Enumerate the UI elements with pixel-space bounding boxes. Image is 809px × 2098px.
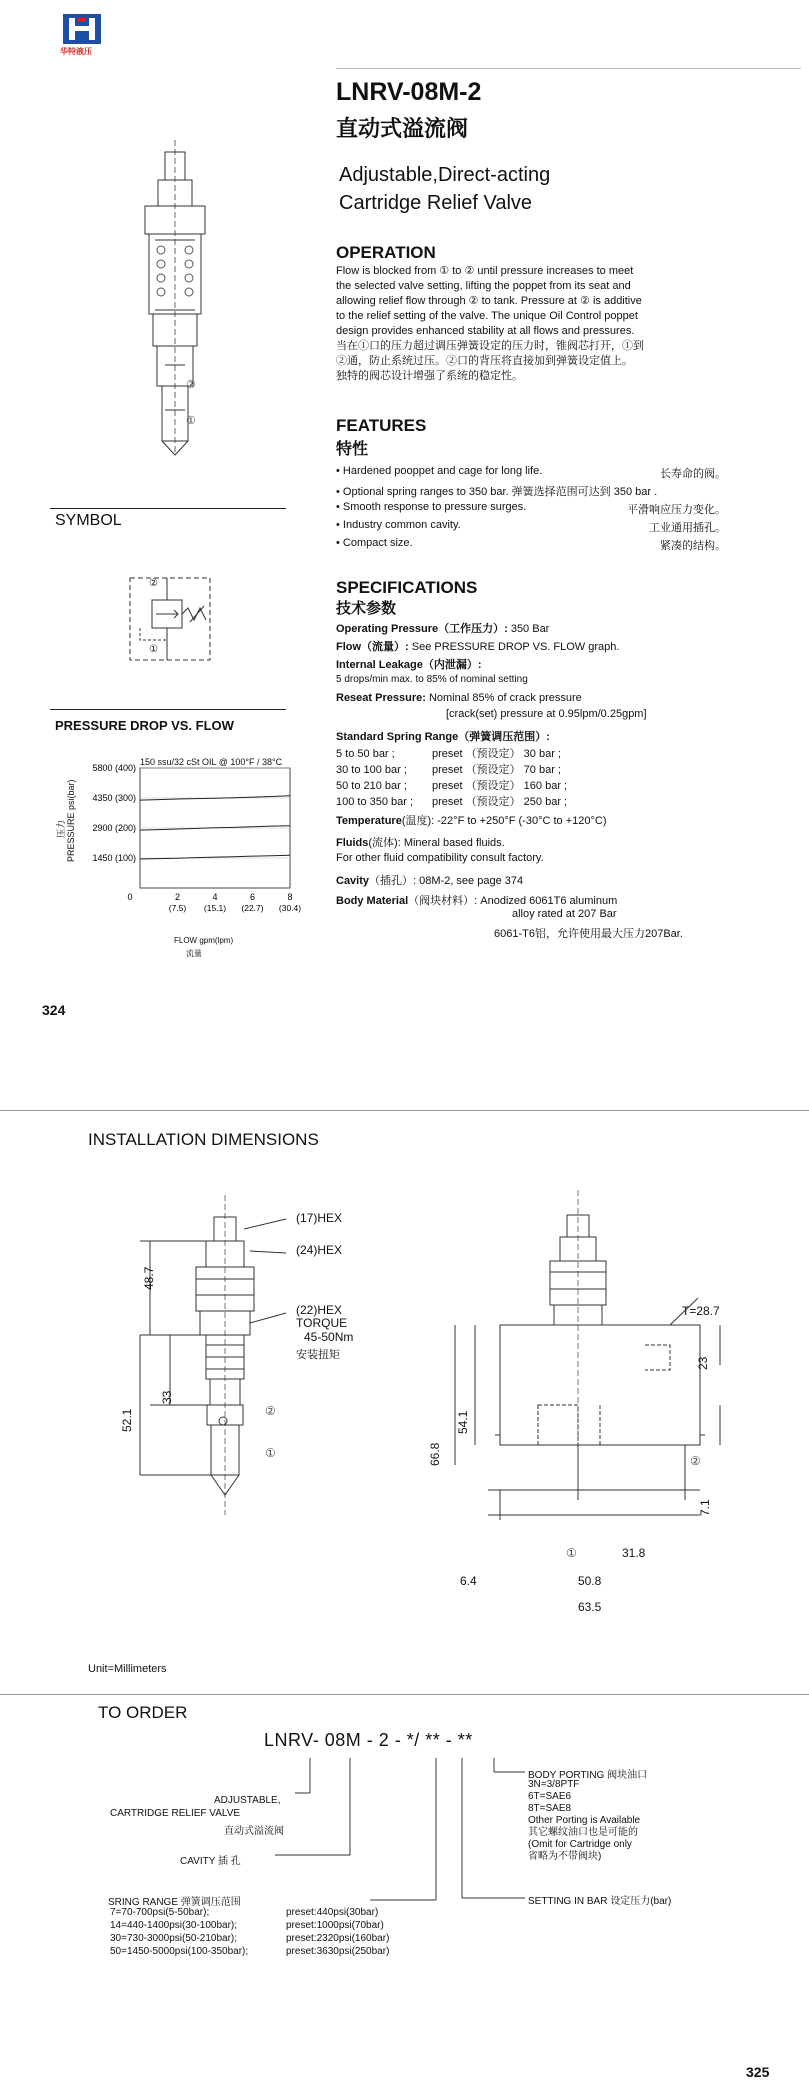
spec-label: Cavity (336, 875, 370, 887)
spring-preset: preset （预设定） 30 bar ; (432, 748, 561, 760)
order-cartridge-relief: CARTRIDGE RELIEF VALVE (110, 1808, 241, 1819)
spring-preset: preset （预设定） 160 bar ; (432, 780, 568, 792)
x-tick-lpm-label: (22.7) (241, 903, 264, 913)
relief-valve-symbol (120, 570, 230, 670)
feature-cn: 紧凑的结构。 (660, 540, 726, 552)
model-title: LNRV-08M-2 (336, 78, 482, 106)
spring-range: 5 to 50 bar ; (336, 748, 395, 760)
dim-hex-24: (24)HEX (296, 1243, 343, 1257)
features-heading: FEATURES (336, 416, 427, 435)
cartridge-cutaway-drawing (125, 140, 255, 460)
feature-en: • Compact size. (336, 537, 413, 549)
spec-value: （插孔）: 08M-2, see page 374 (369, 875, 524, 887)
order-cavity: CAVITY 插 孔 (180, 1856, 241, 1867)
spring-range: 30 to 100 bar ; (336, 764, 407, 776)
install-title: INSTALLATION DIMENSIONS (88, 1130, 319, 1149)
operation-line: 独特的阀芯设计增强了系统的稳定性。 (336, 370, 523, 382)
spec-label: Temperature (336, 815, 402, 827)
spec-leakage (336, 656, 481, 672)
page-separator (0, 1110, 809, 1111)
dim-6-4: 6.4 (460, 1574, 477, 1588)
dim-66-8: 66.8 (428, 1442, 442, 1466)
dim-7-1: 7.1 (698, 1499, 712, 1516)
feature-item (336, 537, 726, 552)
spec-label: Body Material (336, 895, 409, 907)
model-name-en-2: Cartridge Relief Valve (339, 192, 533, 214)
top-rule (336, 68, 801, 69)
order-body-options (528, 1779, 640, 1863)
feature-cn: 长寿命的阀。 (660, 468, 726, 480)
y-tick-label: 2900 (200) (92, 823, 136, 833)
spec-spring-row (336, 777, 567, 793)
spec-value: Nominal 85% of crack pressure (425, 692, 582, 704)
spec-label: Internal Leakage（内泄漏）: (336, 659, 482, 671)
operation-line: the selected valve setting, lifting the poppet from its seat and (336, 280, 631, 292)
spec-leakage-value: 5 drops/min max. to 85% of nominal setting (336, 674, 528, 685)
order-rule (0, 1694, 809, 1695)
y-tick-label: 1450 (100) (92, 853, 136, 863)
x-tick-lpm-label: (7.5) (168, 903, 187, 913)
page-number-325: 325 (746, 2064, 770, 2080)
symbol-title: SYMBOL (55, 512, 122, 529)
spring-preset: preset （预设定） 70 bar ; (432, 764, 561, 776)
dim-hex-22: (22)HEX (296, 1303, 343, 1317)
spec-value: 350 Bar (507, 623, 550, 635)
dim-port-1: ① (265, 1446, 276, 1460)
spec-spring-row (336, 761, 561, 777)
dim-port-1-right: ① (566, 1546, 577, 1560)
spec-fluids (336, 834, 505, 850)
dim-t-28-7: T=28.7 (682, 1304, 720, 1318)
graph-note: 150 ssu/32 cSt OIL @ 100°F / 38°C (140, 757, 283, 767)
symbol-rule (50, 508, 286, 509)
y-tick-label: 5800 (400) (92, 763, 136, 773)
feature-item (336, 483, 726, 499)
spec-label: Operating Pressure（工作压力）: (336, 623, 508, 635)
unit-note: Unit=Millimeters (88, 1663, 167, 1675)
spec-body-2: alloy rated at 207 Bar (512, 908, 617, 920)
spec-label: Flow（流量）: (336, 641, 409, 653)
dim-50-8: 50.8 (578, 1574, 602, 1588)
x-tick-label: 8 (287, 892, 293, 902)
operation-line: Flow is blocked from ① to ② until pressure increases to meet (336, 265, 634, 277)
dim-port-2: ② (265, 1404, 276, 1418)
x-tick-label: 2 (174, 892, 181, 902)
graph-ylabel: PRESSURE psi(bar) (66, 779, 76, 862)
order-setting: SETTING IN BAR 设定压力(bar) (528, 1896, 672, 1907)
symbol-port-1: ① (149, 644, 158, 655)
graph-rule (50, 709, 286, 710)
y-tick-label: 4350 (300) (92, 793, 136, 803)
spec-fluids-2: For other fluid compatibility consult factory. (336, 852, 544, 864)
feature-cn: 工业通用插孔。 (649, 522, 726, 534)
order-body-title: BODY PORTING 阀块油口 (528, 1770, 648, 1781)
body-dimension-drawing (430, 1190, 760, 1610)
order-body-option: 6T=SAE6 (528, 1791, 572, 1802)
order-adjustable: ADJUSTABLE, (214, 1795, 281, 1806)
operation-heading: OPERATION (336, 243, 436, 262)
spec-value: (流体): Mineral based fluids. (368, 837, 505, 849)
x-tick-label: 4 (212, 892, 218, 902)
order-body-option: 3N=3/8PTF (528, 1779, 580, 1790)
cutaway-port-1-label: ① (186, 415, 196, 427)
x-tick-label: 6 (249, 892, 256, 902)
order-spring-title: SRING RANGE 弹簧调压范围 (108, 1897, 241, 1908)
order-spring-preset: preset:1000psi(70bar) (286, 1920, 384, 1931)
dim-torque-value: 45-50Nm (304, 1330, 354, 1344)
specs-heading: SPECIFICATIONS (336, 578, 478, 597)
graph-title: PRESSURE DROP VS. FLOW (55, 718, 234, 733)
model-name-cn: 直动式溢流阀 (336, 116, 469, 141)
operation-line: ②通，防止系统过压。②口的背压将直接加到弹簧设定值上。 (336, 355, 633, 367)
operation-line: design provides enhanced stability at all flows and pressures. (336, 325, 635, 337)
order-spring-option: 7=70-700psi(5-50bar); (110, 1907, 210, 1918)
order-spring-preset: preset:3630psi(250bar) (286, 1946, 390, 1957)
order-body-option: 其它螺纹油口也是可能的 (528, 1827, 638, 1838)
x-tick-label: 0 (127, 892, 133, 902)
spring-preset: preset （预设定） 250 bar ; (432, 796, 568, 808)
order-spring-option: 14=440-1400psi(30-100bar); (110, 1920, 238, 1931)
features-heading-cn: 特性 (336, 441, 369, 458)
operation-line: 当在①口的压力超过调压弹簧设定的压力时，锥阀芯打开，①到 (336, 340, 644, 352)
spec-flow (336, 638, 619, 654)
graph-xlabel-cn: 流量 (186, 949, 202, 958)
dim-33: 33 (160, 1390, 174, 1404)
cutaway-port-2-label: ② (186, 379, 196, 391)
order-spring-option: 30=730-3000psi(50-210bar); (110, 1933, 238, 1944)
feature-en: • Industry common cavity. (336, 519, 461, 531)
spec-label: Reseat Pressure: (336, 692, 426, 704)
spec-op-pressure (336, 620, 549, 636)
spec-body (336, 892, 617, 908)
pressure-flow-chart (70, 763, 310, 913)
spec-body-3: 6061-T6铝，允许使用最大压力207Bar. (494, 928, 683, 940)
spring-range: 50 to 210 bar ; (336, 780, 407, 792)
order-title: TO ORDER (98, 1703, 188, 1722)
spec-reseat-value-2: [crack(set) pressure at 0.95lpm/0.25gpm] (446, 708, 647, 720)
feature-en: • Smooth response to pressure surges. (336, 501, 527, 513)
operation-text (336, 264, 644, 384)
series-line (140, 855, 290, 859)
feature-item (336, 501, 726, 516)
order-spring-left (110, 1906, 248, 1958)
graph-xlabel: FLOW gpm(lpm) (174, 936, 234, 945)
spring-range: 100 to 350 bar ; (336, 796, 414, 808)
symbol-port-2: ② (149, 578, 158, 589)
spec-value: (温度): -22°F to +250°F (-30°C to +120°C) (401, 815, 607, 827)
page-number-324: 324 (42, 1002, 66, 1018)
dim-torque: TORQUE (296, 1316, 348, 1330)
order-code: LNRV- 08M - 2 - */ ** - ** (264, 1730, 473, 1750)
order-spring-preset: preset:440psi(30bar) (286, 1907, 379, 1918)
order-body-option: (Omit for Cartridge only (528, 1839, 632, 1850)
feature-en: • Hardened pooppet and cage for long life. (336, 465, 543, 477)
dim-23: 23 (696, 1356, 710, 1370)
order-body-option: Other Porting is Available (528, 1815, 641, 1826)
spec-label: Fluids (336, 837, 369, 849)
spec-value: （阀块材料）: Anodized 6061T6 aluminum (408, 895, 618, 907)
spec-temperature (336, 812, 607, 828)
spec-value: See PRESSURE DROP VS. FLOW graph. (408, 641, 620, 653)
feature-item (336, 519, 726, 534)
spec-spring-row (336, 745, 561, 761)
dim-63-5: 63.5 (578, 1600, 602, 1614)
x-tick-lpm-label: (15.1) (203, 903, 227, 913)
order-name-cn: 直动式溢流阀 (224, 1826, 284, 1837)
cartridge-dimension-drawing (110, 1195, 410, 1525)
spec-spring-row (336, 793, 567, 809)
order-spring-right (286, 1906, 389, 1958)
dim-54-1: 54.1 (456, 1410, 470, 1434)
order-body-option: 省略为不带阀块) (528, 1851, 602, 1862)
feature-en: • Optional spring ranges to 350 bar. 弹簧选择范围可达到 350 bar . (336, 486, 658, 498)
spec-spring-range: Standard Spring Range（弹簧调压范围）: (336, 731, 550, 743)
logo-text: 华特液压 (60, 47, 92, 56)
dim-port-2-right: ② (690, 1454, 701, 1468)
dim-52-1: 52.1 (120, 1408, 134, 1432)
order-body-option: 8T=SAE8 (528, 1803, 572, 1814)
feature-item (336, 465, 726, 480)
feature-cn: 平滑响应压力变化。 (627, 504, 726, 516)
order-spring-option: 50=1450-5000psi(100-350bar); (110, 1946, 249, 1957)
dim-torque-cn: 安装扭矩 (296, 1349, 340, 1361)
x-tick-lpm-label: (30.4) (278, 903, 302, 913)
spec-reseat (336, 692, 582, 704)
graph-ylabel-cn: 压力 (56, 819, 66, 838)
model-name-en-1: Adjustable,Direct-acting (339, 164, 551, 186)
order-spring-preset: preset:2320psi(160bar) (286, 1933, 390, 1944)
operation-line: allowing relief flow through ② to tank. Pressure at ② is additive (336, 295, 642, 307)
dim-31-8: 31.8 (622, 1546, 646, 1560)
spec-cavity (336, 872, 523, 888)
dim-48-7: 48.7 (142, 1266, 156, 1290)
specs-heading-cn: 技术参数 (336, 600, 397, 617)
dim-hex-17: (17)HEX (296, 1211, 343, 1225)
operation-line: to the relief setting of the valve. The unique Oil Control poppet (336, 310, 638, 322)
